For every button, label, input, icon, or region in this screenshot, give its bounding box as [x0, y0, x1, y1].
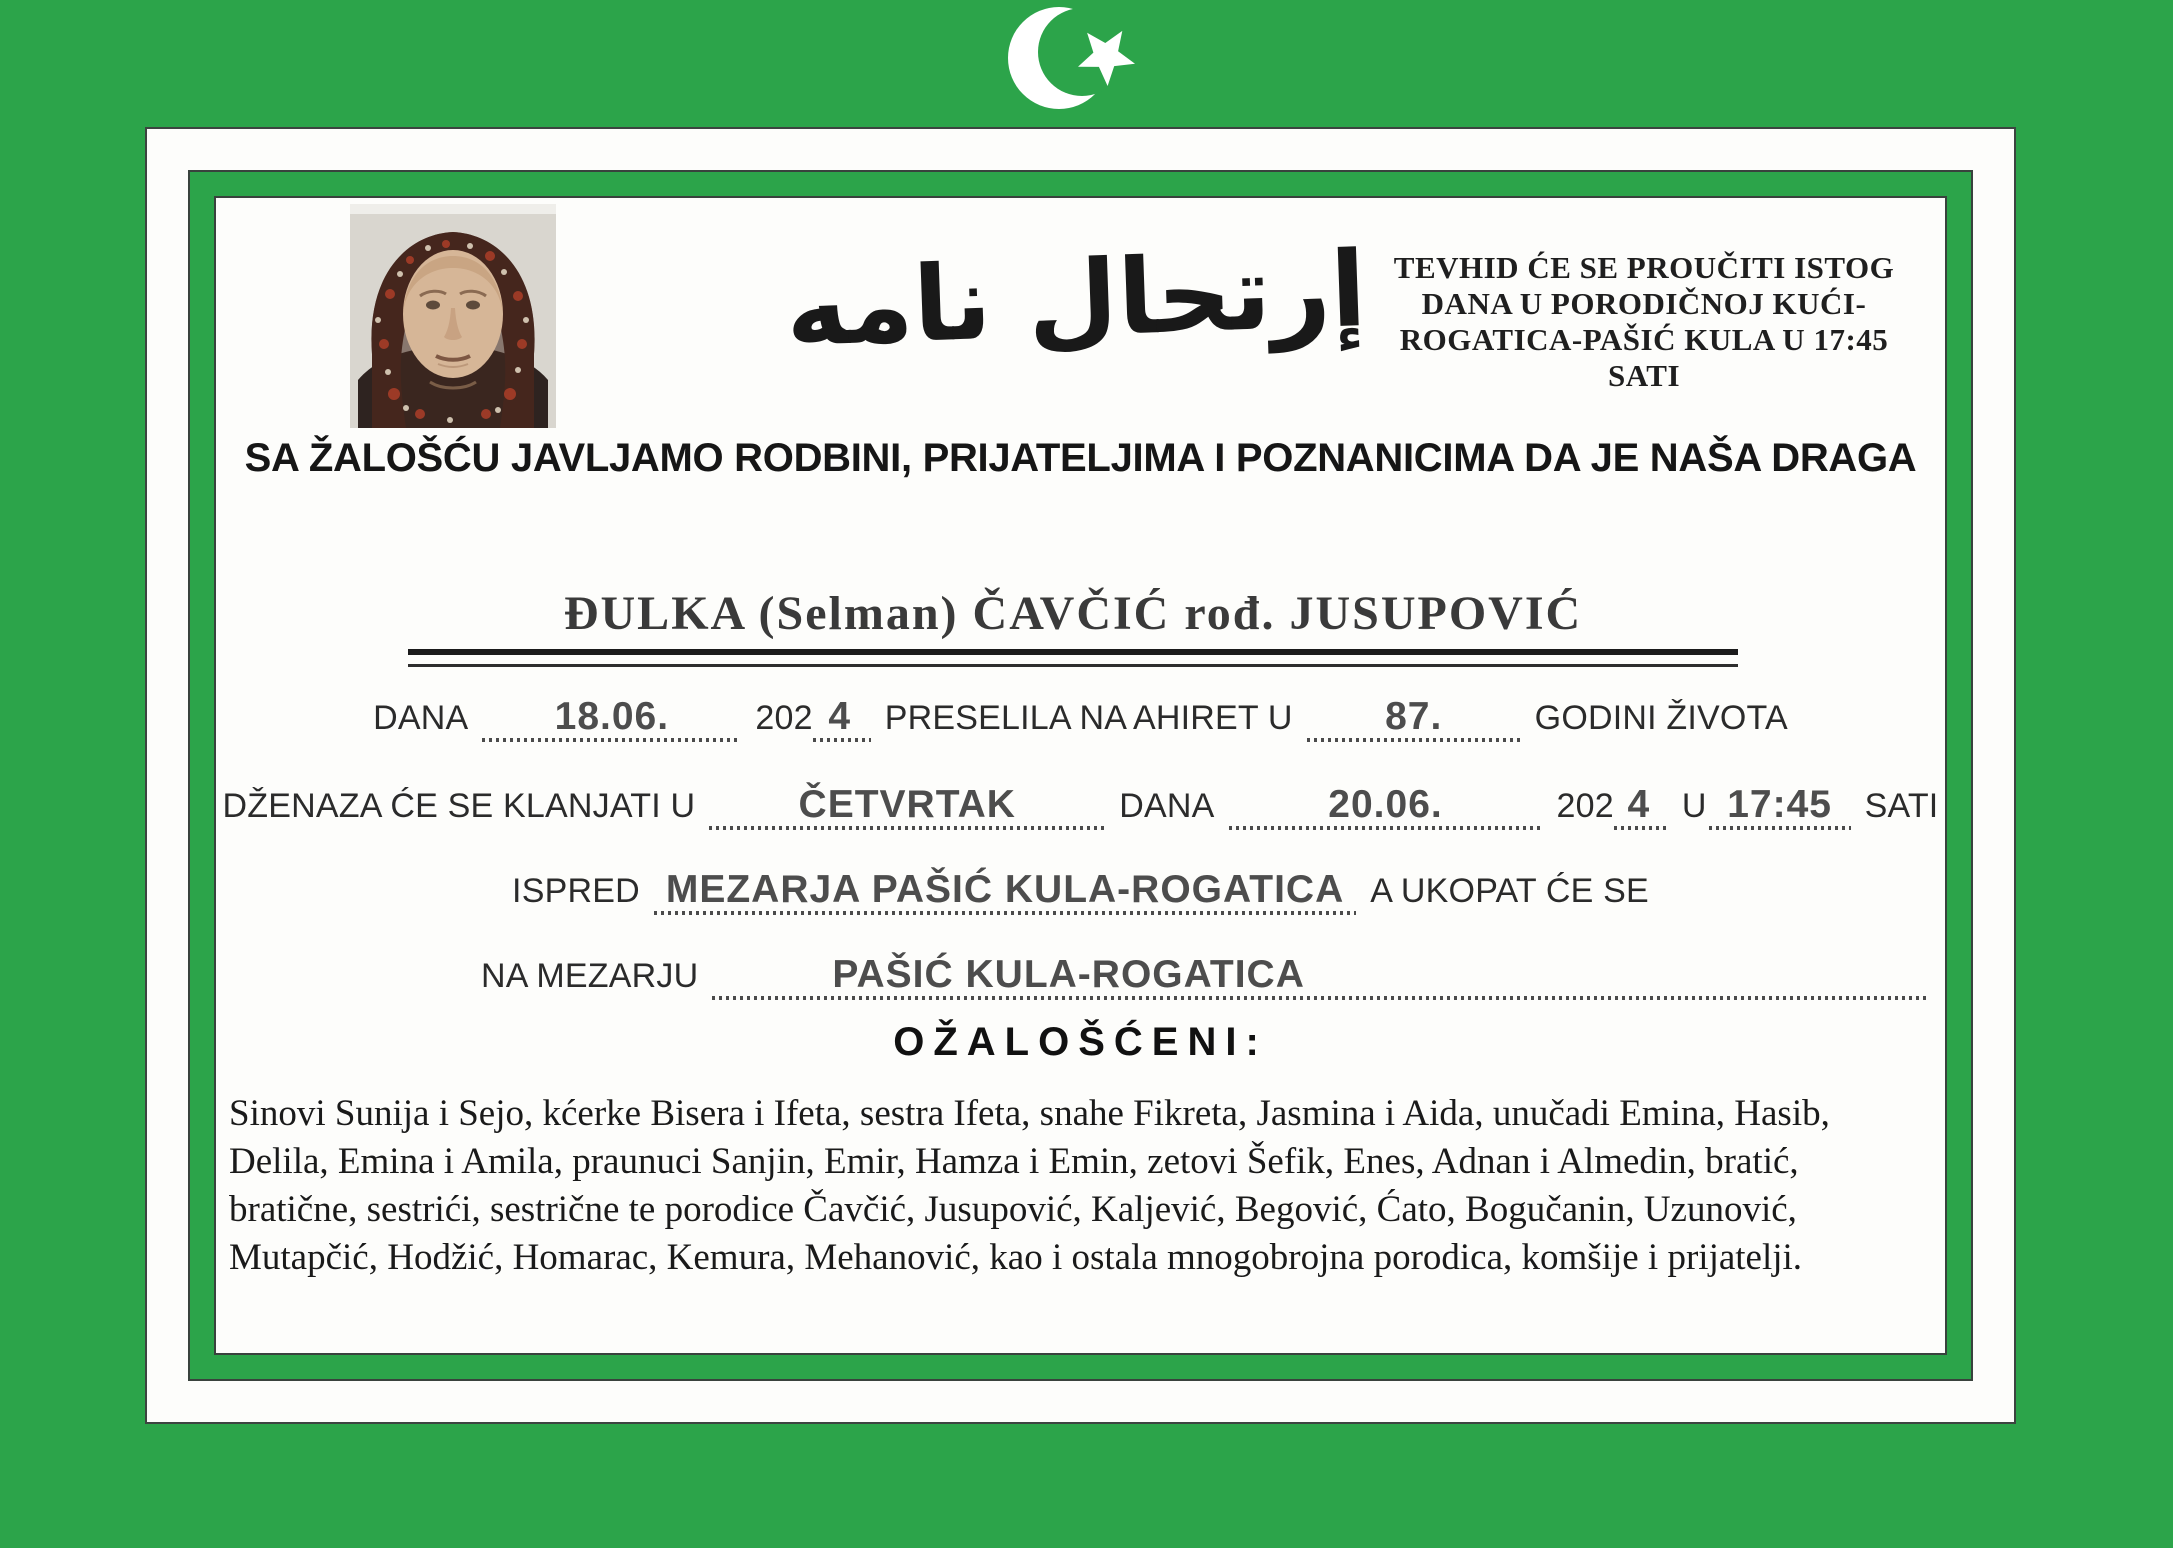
funeral-day-value: ČETVRTAK [709, 783, 1105, 830]
tevhid-line: SATI [1607, 358, 1681, 393]
mourners-text: Sinovi Sunija i Sejo, kćerke Bisera i Ifeta, sestra Ifeta, snahe Fikreta, Jasmina i Aida, unučadi Emina, Hasib, Delila, Emina i Amila, praunuci Sanjin, Emir, Hamza i Emin, zetovi Šefik, Enes, Adnan i Almedin, bratić, bratične, sestrići, sestrične te porodice Čavčić, Jusupović, Kaljević, Begović, Ćato, Bogučanin, Uzunović, Mutapčić, Hodžić, Homarac, Kemura, Mehanović, kao i ostala mnogobrojna porodica, komšije i prijatelji. [229, 1093, 1830, 1278]
age-value: 87. [1307, 695, 1521, 742]
tevhid-line: ROGATICA-PAŠIĆ KULA U 17:45 [1399, 322, 1889, 357]
label-ispred: ISPRED [512, 872, 640, 910]
label-dzenaza: DŽENAZA ĆE SE KLANJATI U [222, 787, 696, 825]
deceased-name: ĐULKA (Selman) ČAVČIĆ rođ. JUSUPOVIĆ [563, 587, 1583, 640]
obituary-card [145, 127, 2016, 1424]
funeral-date-value: 20.06. [1229, 783, 1543, 830]
deceased-photo [350, 204, 556, 428]
deceased-name-block [408, 586, 1738, 667]
crescent-star-icon [1002, 2, 1162, 114]
label-dana: DANA [1119, 787, 1215, 825]
year-digit-value: 4 [1614, 783, 1668, 830]
cemetery-row [216, 953, 1945, 1000]
obituary-content [214, 196, 1947, 1355]
label-na-mezarju: NA MEZARJU [481, 957, 699, 995]
label-u: U [1681, 787, 1707, 825]
arabic-title: إرتحال نامه [783, 227, 1369, 371]
double-rule [408, 649, 1738, 667]
label-ukopat: A UKOPAT ĆE SE [1370, 872, 1649, 910]
death-date-value: 18.06. [482, 695, 741, 742]
death-year [755, 695, 870, 742]
tevhid-line: DANA U PORODIČNOJ KUĆI- [1421, 286, 1867, 321]
prayer-place-value: MEZARJA PAŠIĆ KULA-ROGATICA [654, 868, 1356, 915]
funeral-date-row [216, 783, 1945, 830]
tevhid-notice [1344, 250, 1944, 394]
tevhid-line: TEVHID ĆE SE PROUČITI ISTOG [1393, 250, 1895, 285]
label-preselila: PRESELILA NA AHIRET U [884, 699, 1293, 737]
year-prefix: 202 [755, 699, 813, 737]
label-godini-zivota: GODINI ŽIVOTA [1534, 699, 1788, 737]
label-dana: DANA [373, 699, 469, 737]
mourners-heading: OŽALOŠĆENI: [893, 1020, 1268, 1064]
announcement-line: SA ŽALOŠĆU JAVLJAMO RODBINI, PRIJATELJIMA I POZNANICIMA DA JE NAŠA DRAGA [244, 436, 1917, 480]
year-digit-value: 4 [813, 695, 871, 742]
cemetery-value: PAŠIĆ KULA-ROGATICA [712, 953, 1929, 1000]
inner-green-frame [188, 170, 1973, 1381]
funeral-time-value: 17:45 [1709, 783, 1851, 830]
funeral-year [1557, 783, 1668, 830]
death-date-row [216, 695, 1945, 742]
year-prefix: 202 [1556, 787, 1614, 825]
label-sati: SATI [1864, 787, 1939, 825]
prayer-place-row [216, 868, 1945, 915]
